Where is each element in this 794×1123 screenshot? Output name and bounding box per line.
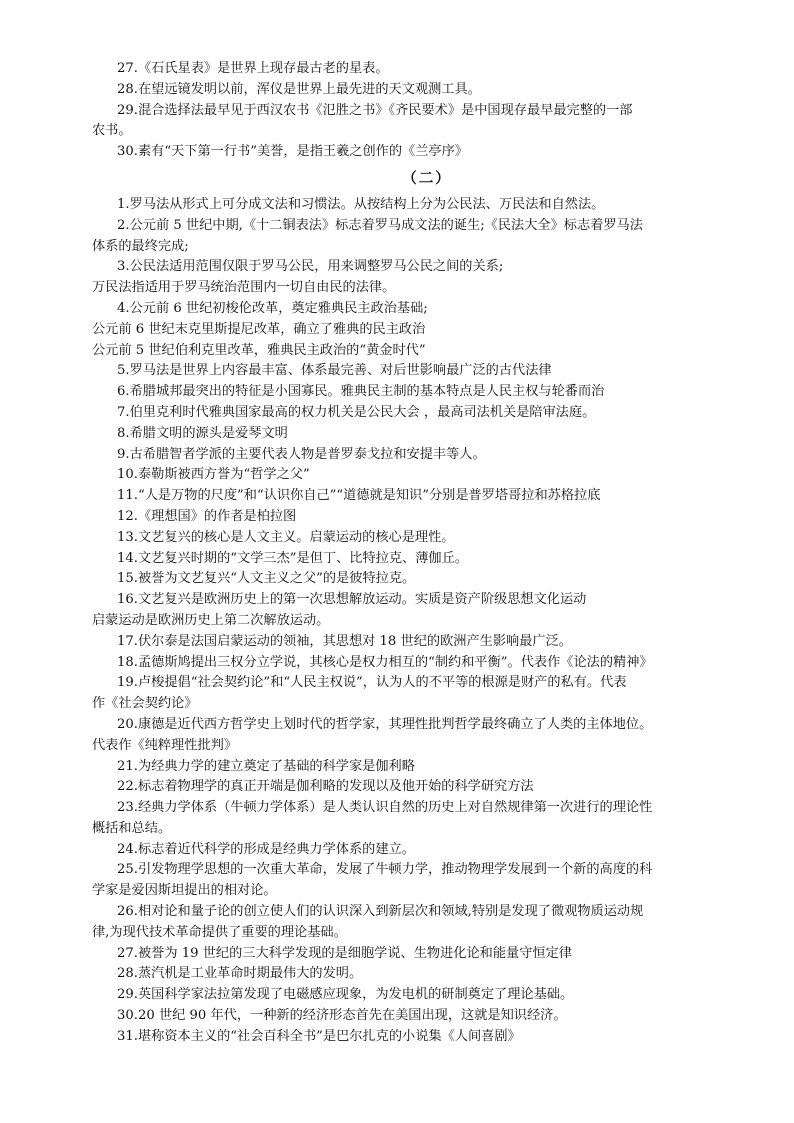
text-line-p2-12: 12.《理想国》的作者是柏拉图 — [117, 508, 297, 524]
text-line-p1-28: 28.在望远镜发明以前，浑仪是世界上最先进的天文观测工具。 — [117, 81, 481, 97]
text-line-p2-25b: 学家是爱因斯坦提出的相对论。 — [92, 883, 277, 899]
text-line-p2-6: 6.希腊城邦最突出的特征是小国寡民。雅典民主制的基本特点是人民主权与轮番而治 — [117, 384, 605, 400]
text-line-p2-18: 18.孟德斯鸠提出三权分立学说，其核心是权力相互的“制约和平衡”。代表作《论法的精神》 — [117, 654, 653, 670]
text-line-p2-4b: 公元前 6 世纪末克里斯提尼改革，确立了雅典的民主政治 — [92, 321, 426, 337]
text-line-p2-26a: 26.相对论和量子论的创立使人们的认识深入到新层次和领域,特别是发现了微观物质运动规 — [117, 904, 644, 920]
text-line-p2-16a: 16.文艺复兴是欧洲历史上的第一次思想解放运动。实质是资产阶级思想文化运动 — [117, 592, 587, 608]
text-line-p2-4c: 公元前 5 世纪伯利克里改革，雅典民主政治的“黄金时代” — [92, 342, 426, 358]
text-line-p2-22: 22.标志着物理学的真正开端是伽利略的发现以及他开始的科学研究方法 — [117, 779, 534, 795]
text-line-p2-31: 31.堪称资本主义的“社会百科全书”是巴尔扎克的小说集《人间喜剧》 — [117, 1028, 521, 1044]
text-line-p1-29b: 农书。 — [92, 123, 132, 139]
text-line-p1-30: 30.素有“天下第一行书”美誉，是指王羲之创作的《兰亭序》 — [117, 144, 468, 160]
text-line-p2-8: 8.希腊文明的源头是爱琴文明 — [117, 425, 288, 441]
text-line-p2-21: 21.为经典力学的建立奠定了基础的科学家是伽利略 — [117, 758, 415, 774]
text-line-p2-23a: 23.经典力学体系（牛顿力学体系）是人类认识自然的历史上对自然规律第一次进行的理论性 — [117, 800, 653, 816]
text-line-p2-7: 7.伯里克利时代雅典国家最高的权力机关是公民大会 ，最高司法机关是陪审法庭。 — [117, 404, 596, 420]
section-heading: （二） — [402, 169, 452, 187]
text-line-p2-4a: 4.公元前 6 世纪初梭伦改革，奠定雅典民主政治基础; — [117, 300, 428, 316]
text-line-p2-19b: 作《社会契约论》 — [92, 696, 198, 712]
text-line-p2-9: 9.古希腊智者学派的主要代表人物是普罗泰戈拉和安提丰等人。 — [117, 446, 486, 462]
text-line-p2-17: 17.伏尔泰是法国启蒙运动的领袖，其思想对 18 世纪的欧洲产生影响最广泛。 — [117, 633, 572, 649]
text-line-p2-3b: 万民法指适用于罗马统治范围内一切自由民的法律。 — [92, 280, 396, 296]
text-line-p2-14: 14.文艺复兴时期的“文学三杰”是但丁、比特拉克、薄伽丘。 — [117, 550, 468, 566]
text-line-p2-20a: 20.康德是近代西方哲学史上划时代的哲学家，其理性批判哲学最终确立了人类的主体地位。 — [117, 716, 653, 732]
text-line-p2-28: 28.蒸汽机是工业革命时期最伟大的发明。 — [117, 966, 363, 982]
text-line-p1-29a: 29.混合选择法最早见于西汉农书《氾胜之书》《齐民要术》是中国现存最早最完整的一部 — [117, 102, 633, 118]
text-line-p1-27: 27.《石氏星表》是世界上现存最古老的星表。 — [117, 61, 389, 76]
part-one-list — [92, 59, 762, 163]
text-line-p2-20b: 代表作《纯粹理性批判》 — [92, 737, 238, 753]
text-line-p2-10: 10.泰勒斯被西方誉为“哲学之父” — [117, 467, 310, 483]
text-line-p2-23b: 概括和总结。 — [92, 820, 172, 836]
text-line-p2-11: 11.“人是万物的尺度”和“认识你自己”“道德就是知识”分别是普罗塔哥拉和苏格拉底 — [117, 488, 601, 504]
text-line-p2-25a: 25.引发物理学思想的一次重大革命，发展了牛顿力学，推动物理学发展到一个新的高度的科 — [117, 862, 653, 878]
text-line-p2-30: 30.20 世纪 90 年代，一种新的经济形态首先在美国出现，这就是知识经济。 — [117, 1008, 567, 1024]
document-body — [92, 59, 762, 1048]
text-line-p2-1: 1.罗马法从形式上可分成文法和习惯法。从按结构上分为公民法、万民法和自然法。 — [117, 196, 605, 212]
text-line-p2-24: 24.标志着近代科学的形成是经典力学体系的建立。 — [117, 841, 415, 857]
part-two-list — [92, 195, 762, 1048]
text-line-p2-27: 27.被誉为 19 世纪的三大科学发现的是细胞学说、生物进化论和能量守恒定律 — [117, 945, 572, 961]
text-line-p2-3a: 3.公民法适用范围仅限于罗马公民，用来调整罗马公民之间的关系; — [117, 259, 504, 275]
text-line-p2-29: 29.英国科学家法拉第发现了电磁感应现象，为发电机的研制奠定了理论基础。 — [117, 987, 574, 1003]
text-line-p2-26b: 律,为现代技术革命提供了重要的理论基础。 — [92, 924, 347, 940]
text-line-p2-19a: 19.卢梭提倡“社会契约论”和“人民主权说”，认为人的不平等的根源是财产的私有。代表 — [117, 675, 627, 691]
text-line-p2-13: 13.文艺复兴的核心是人文主义。启蒙运动的核心是理性。 — [117, 529, 455, 545]
text-line-p2-16b: 启蒙运动是欧洲历史上第二次解放运动。 — [92, 612, 330, 628]
text-line-p2-2b: 体系的最终完成; — [92, 238, 189, 254]
text-line-p2-15: 15.被誉为文艺复兴“人文主义之父”的是彼特拉克。 — [117, 571, 416, 587]
text-line-p2-2a: 2.公元前 5 世纪中期,《十二铜表法》标志着罗马成文法的诞生;《民法大全》标志着罗马法 — [117, 217, 643, 233]
text-line-p2-5: 5.罗马法是世界上内容最丰富、体系最完善、对后世影响最广泛的古代法律 — [117, 363, 552, 379]
